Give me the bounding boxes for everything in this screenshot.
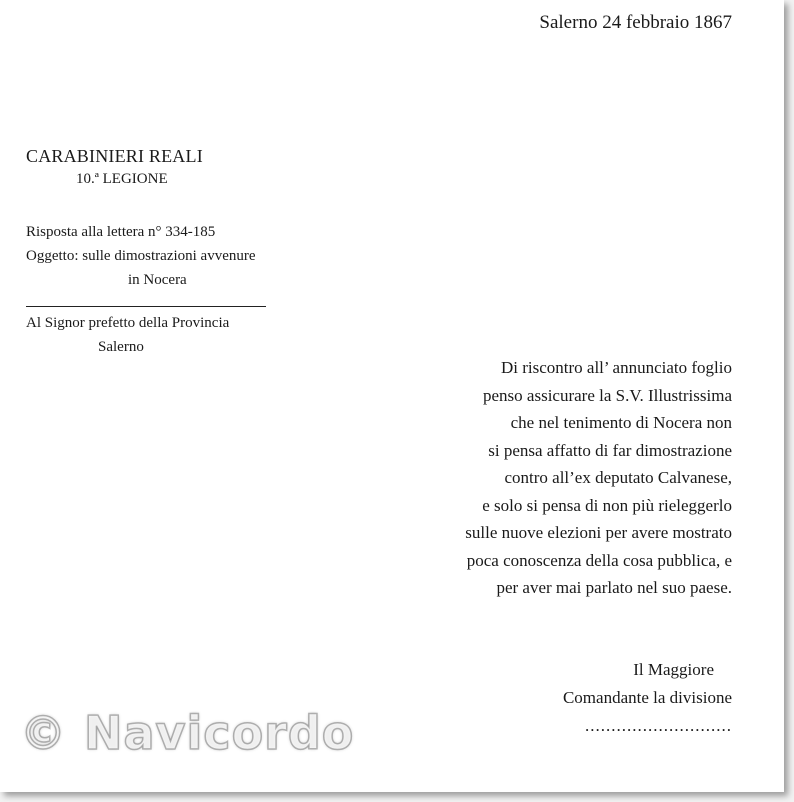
letterhead (26, 146, 203, 188)
addressee-block (26, 311, 229, 359)
signatory-title: Comandante la divisione (562, 688, 732, 707)
signatory-rank: Il Maggiore (633, 660, 714, 679)
divider-line (26, 306, 266, 307)
letter-body (465, 354, 732, 602)
body-line: Di riscontro all’ annunciato foglio (500, 358, 732, 377)
body-line: si pensa affatto di far dimostrazione (488, 440, 732, 460)
body-line: e solo si pensa di non più rieleggerlo (482, 495, 732, 515)
signature-block (563, 656, 732, 740)
body-line: contro all’ex deputato Calvanese, (504, 468, 732, 487)
corps-name: CARABINIERI REALI (26, 146, 203, 166)
subject-continuation: in Nocera (128, 272, 187, 288)
body-line: penso assicurare la S.V. Illustrissima (483, 385, 732, 405)
letter-date: Salerno 24 febbraio 1867 (539, 12, 732, 33)
addressee-line: Al Signor prefetto della Provincia (26, 315, 230, 331)
body-line: sulle nuove elezioni per avere mostrato (465, 523, 732, 542)
body-line: che nel tenimento di Nocera non (510, 413, 732, 432)
reply-reference: Risposta alla lettera n° 334-185 (26, 224, 216, 240)
subject-line: Oggetto: sulle dimostrazioni avvenure (26, 248, 256, 264)
signature-dots: ............................ (585, 716, 732, 735)
reference-block (26, 220, 256, 292)
addressee-city: Salerno (98, 339, 144, 355)
watermark: © Navicordo (20, 706, 355, 760)
body-line: per aver mai parlato nel suo paese. (496, 578, 732, 597)
body-line: poca conoscenza della cosa pubblica, e (466, 550, 732, 570)
legion-name: 10.ª LEGIONE (76, 171, 168, 187)
